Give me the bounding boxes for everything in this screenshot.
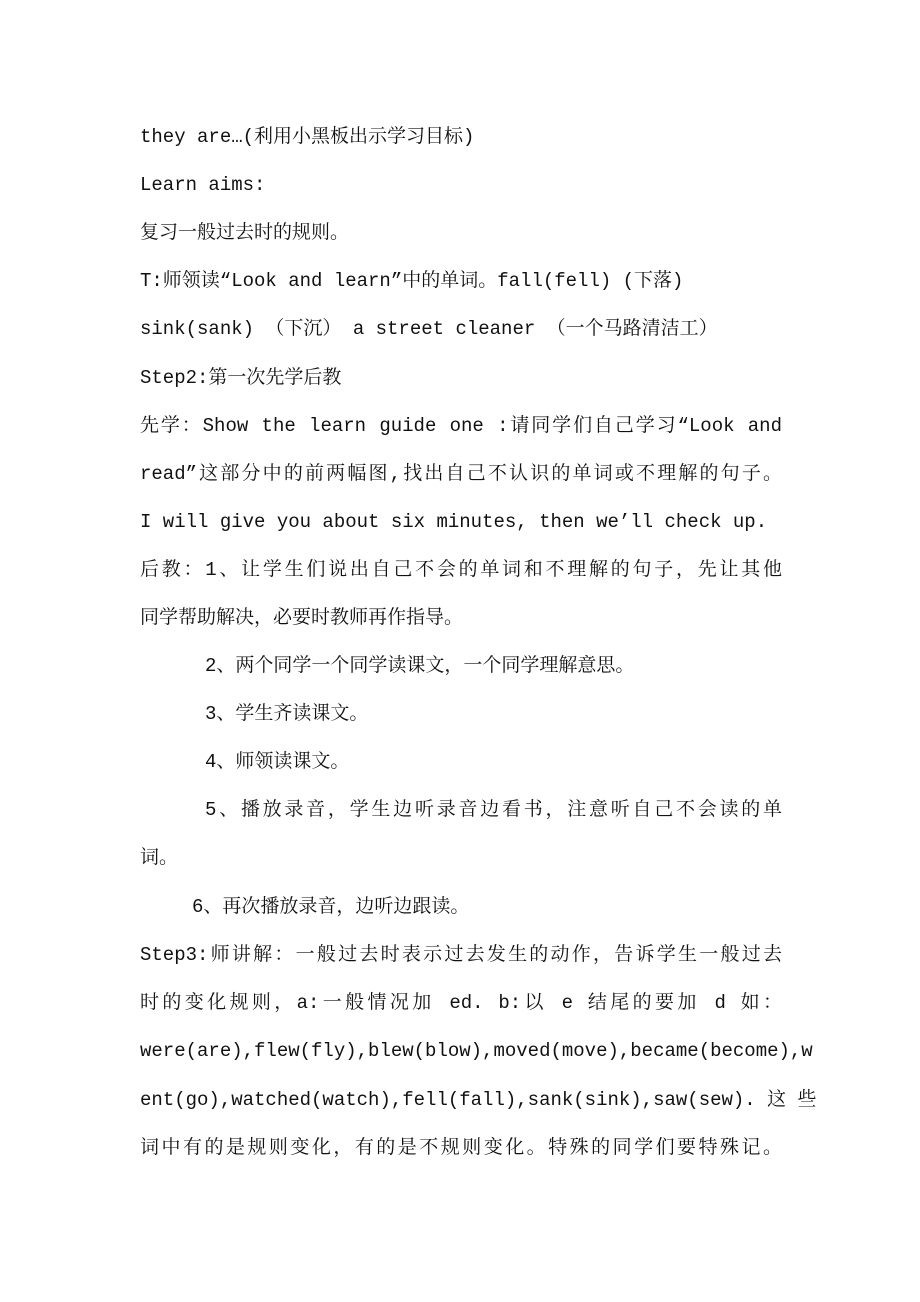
text-line: T:师领读“Look and learn”中的单词。fall(fell) (下落): [140, 270, 684, 292]
text-line: Learn aims:: [140, 174, 266, 196]
text-line: 后教：1、让学生们说出自己不会的单词和不理解的句子，先让其他: [140, 559, 782, 581]
text-line: read”这部分中的前两幅图,找出自己不认识的单词或不理解的句子。: [140, 463, 782, 485]
text-line: I will give you about six minutes, then we’ll check up.: [140, 511, 768, 533]
text-line: 4、师领读课文。: [205, 751, 350, 773]
text-line: 词中有的是规则变化，有的是不规则变化。特殊的同学们要特殊记。: [140, 1137, 782, 1159]
text-line: 词。: [140, 847, 179, 869]
text-line: they are…(利用小黑板出示学习目标): [140, 126, 475, 148]
text-line: Step2:第一次先学后教: [140, 367, 342, 389]
text-line: 2、两个同学一个同学读课文，一个同学理解意思。: [205, 655, 635, 677]
text-line: 同学帮助解决，必要时教师再作指导。: [140, 607, 464, 629]
text-line: were(are),flew(fly),blew(blow),moved(move),became(become),w: [140, 1040, 813, 1062]
text-line: 3、学生齐读课文。: [205, 703, 369, 725]
text-line: 先学：Show the learn guide one :请同学们自己学习“Look and: [140, 415, 782, 437]
text-line: 复习一般过去时的规则。: [140, 222, 350, 244]
text-line: 时的变化规则，a:一般情况加 ed. b:以 e 结尾的要加 d 如：: [140, 992, 782, 1014]
text-line: 5、播放录音，学生边听录音边看书，注意听自己不会读的单: [205, 799, 782, 821]
text-line: 6、再次播放录音，边听边跟读。: [192, 896, 470, 918]
text-line: ent(go),watched(watch),fell(fall),sank(sink),saw(sew). 这 些: [140, 1089, 817, 1111]
text-line: Step3:师讲解：一般过去时表示过去发生的动作，告诉学生一般过去: [140, 944, 782, 966]
text-line: sink(sank) （下沉） a street cleaner （一个马路清洁工）: [140, 318, 718, 340]
